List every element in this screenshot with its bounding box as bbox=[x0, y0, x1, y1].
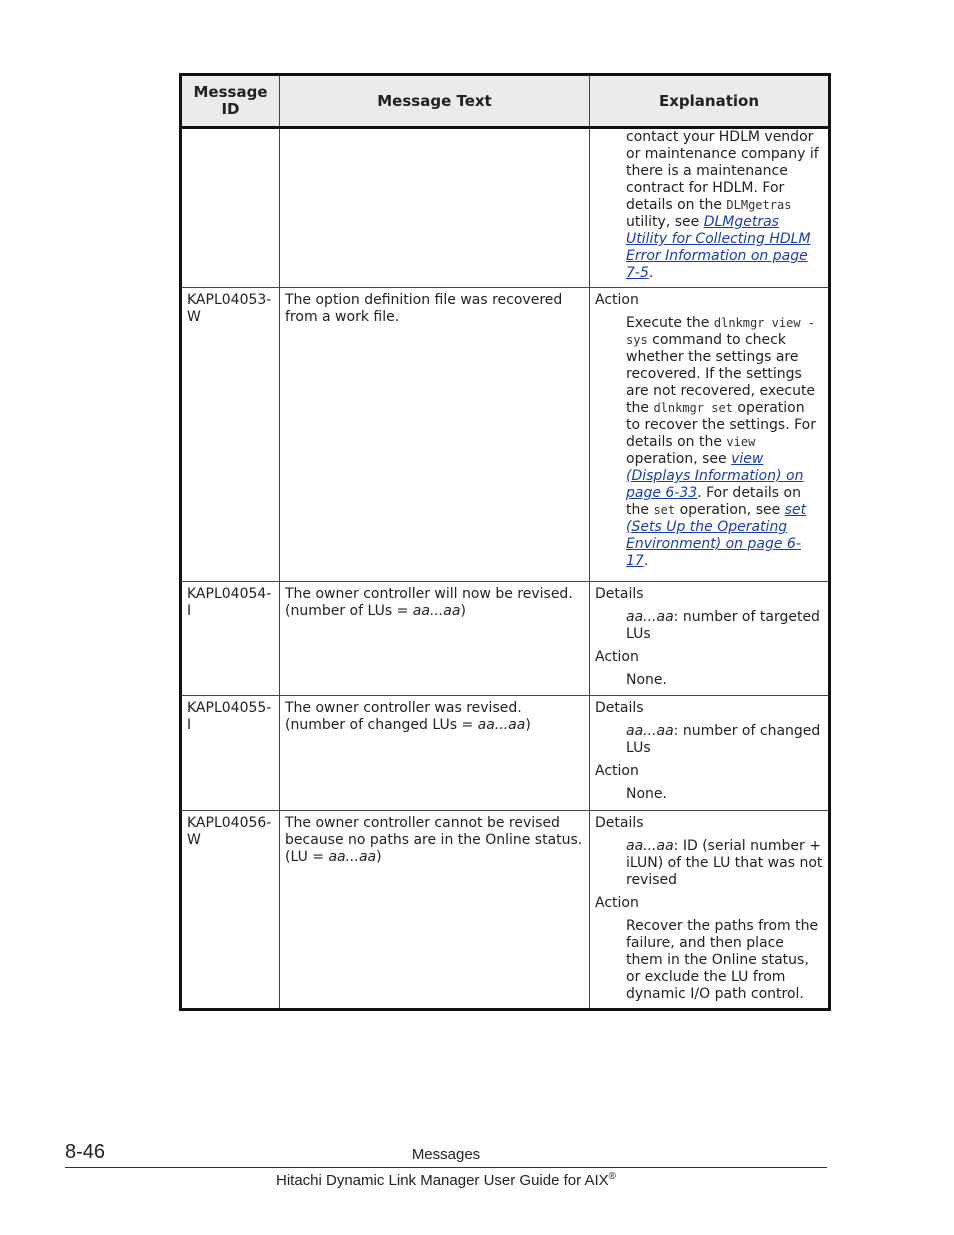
explanation-cell bbox=[590, 582, 830, 696]
explanation-text: . bbox=[648, 265, 654, 281]
header-explanation: Explanation bbox=[590, 75, 830, 128]
message-id-cell: KAPL04056-W bbox=[181, 811, 280, 1010]
explanation-text: . For details on the bbox=[626, 485, 801, 518]
message-text: The owner controller cannot be revised because no paths are in the Online status. (LU = bbox=[285, 815, 583, 865]
code-text: DLMgetras bbox=[726, 198, 792, 212]
code-text: set bbox=[653, 503, 676, 517]
header-message-id: Message ID bbox=[181, 75, 280, 128]
footer-divider bbox=[65, 1167, 827, 1168]
action-label: Action bbox=[595, 649, 639, 665]
variable-text: aa...aa bbox=[412, 603, 461, 619]
action-label: Action bbox=[595, 895, 639, 911]
action-text: None. bbox=[626, 672, 667, 688]
variable-text: aa...aa bbox=[626, 838, 674, 854]
page-number: 8-46 bbox=[65, 1141, 106, 1163]
messages-table bbox=[179, 73, 831, 1011]
explanation-text: operation, see bbox=[626, 451, 732, 467]
message-id-cell: KAPL04053-W bbox=[181, 288, 280, 582]
table-row bbox=[181, 128, 830, 288]
variable-text: aa...aa bbox=[626, 723, 674, 739]
footer-guide-title bbox=[0, 1171, 892, 1189]
action-text: None. bbox=[626, 786, 667, 802]
message-text: ) bbox=[525, 717, 531, 733]
explanation-cell bbox=[590, 288, 830, 582]
code-text: view bbox=[726, 435, 756, 449]
cross-reference-link[interactable]: set (Sets Up the Operating Environment) on page 6-17 bbox=[626, 502, 807, 569]
explanation-text: : ID (serial number + iLUN) of the LU that was not revised bbox=[626, 838, 823, 888]
table-row bbox=[181, 811, 830, 1010]
explanation-text: . bbox=[643, 553, 649, 569]
variable-text: aa...aa bbox=[477, 717, 526, 733]
variable-text: aa...aa bbox=[626, 609, 674, 625]
explanation-text: operation to recover the settings. For details on the bbox=[626, 400, 816, 450]
message-text: The owner controller was revised. (number of changed LUs = bbox=[285, 700, 522, 733]
explanation-cell bbox=[590, 696, 830, 811]
message-text-cell bbox=[280, 582, 590, 696]
action-label: Action bbox=[595, 763, 639, 779]
message-id-cell: KAPL04054-I bbox=[181, 582, 280, 696]
message-text-cell bbox=[280, 696, 590, 811]
explanation-text: : number of changed LUs bbox=[626, 723, 821, 756]
message-text-cell bbox=[280, 811, 590, 1010]
message-text: ) bbox=[376, 849, 382, 865]
explanation-text: operation, see bbox=[675, 502, 785, 518]
explanation-text: : number of targeted LUs bbox=[626, 609, 820, 642]
message-text-cell bbox=[280, 128, 590, 288]
explanation-text: contact your HDLM vendor or maintenance company if there is a maintenance contract for HDLM. For details on the bbox=[626, 129, 819, 213]
message-text: ) bbox=[460, 603, 466, 619]
details-label: Details bbox=[595, 815, 644, 831]
action-text: Recover the paths from the failure, and then place them in the Online status, or exclude the LU from dynamic I/O path control. bbox=[626, 918, 819, 1002]
message-id-cell bbox=[181, 128, 280, 288]
explanation-cell bbox=[590, 128, 830, 288]
table-row bbox=[181, 288, 830, 582]
registered-mark: ® bbox=[608, 1171, 616, 1182]
action-label: Action bbox=[595, 292, 639, 308]
code-text: dlnkmgr set bbox=[653, 401, 733, 415]
message-id-cell: KAPL04055-I bbox=[181, 696, 280, 811]
details-label: Details bbox=[595, 586, 644, 602]
message-text: The owner controller will now be revised. (number of LUs = bbox=[285, 586, 573, 619]
code-text: dlnkmgr view -sys bbox=[626, 316, 816, 347]
explanation-text: Execute the bbox=[626, 315, 714, 331]
message-text-cell: The option definition file was recovered from a work file. bbox=[280, 288, 590, 582]
variable-text: aa...aa bbox=[328, 849, 377, 865]
table-row bbox=[181, 582, 830, 696]
explanation-text: command to check whether the settings are recovered. If the settings are not recovered, execute the bbox=[626, 332, 816, 416]
footer-section-title: Messages bbox=[411, 1146, 481, 1163]
details-label: Details bbox=[595, 700, 644, 716]
header-message-text: Message Text bbox=[280, 75, 590, 128]
table-header-row bbox=[181, 75, 830, 128]
explanation-cell bbox=[590, 811, 830, 1010]
table-row bbox=[181, 696, 830, 811]
cross-reference-link[interactable]: DLMgetras Utility for Collecting HDLM Error Information on page 7-5 bbox=[626, 214, 811, 281]
cross-reference-link[interactable]: view (Displays Information) on page 6-33 bbox=[626, 451, 804, 501]
explanation-text: utility, see bbox=[626, 214, 704, 230]
guide-title-text: Hitachi Dynamic Link Manager User Guide for AIX bbox=[275, 1172, 609, 1189]
